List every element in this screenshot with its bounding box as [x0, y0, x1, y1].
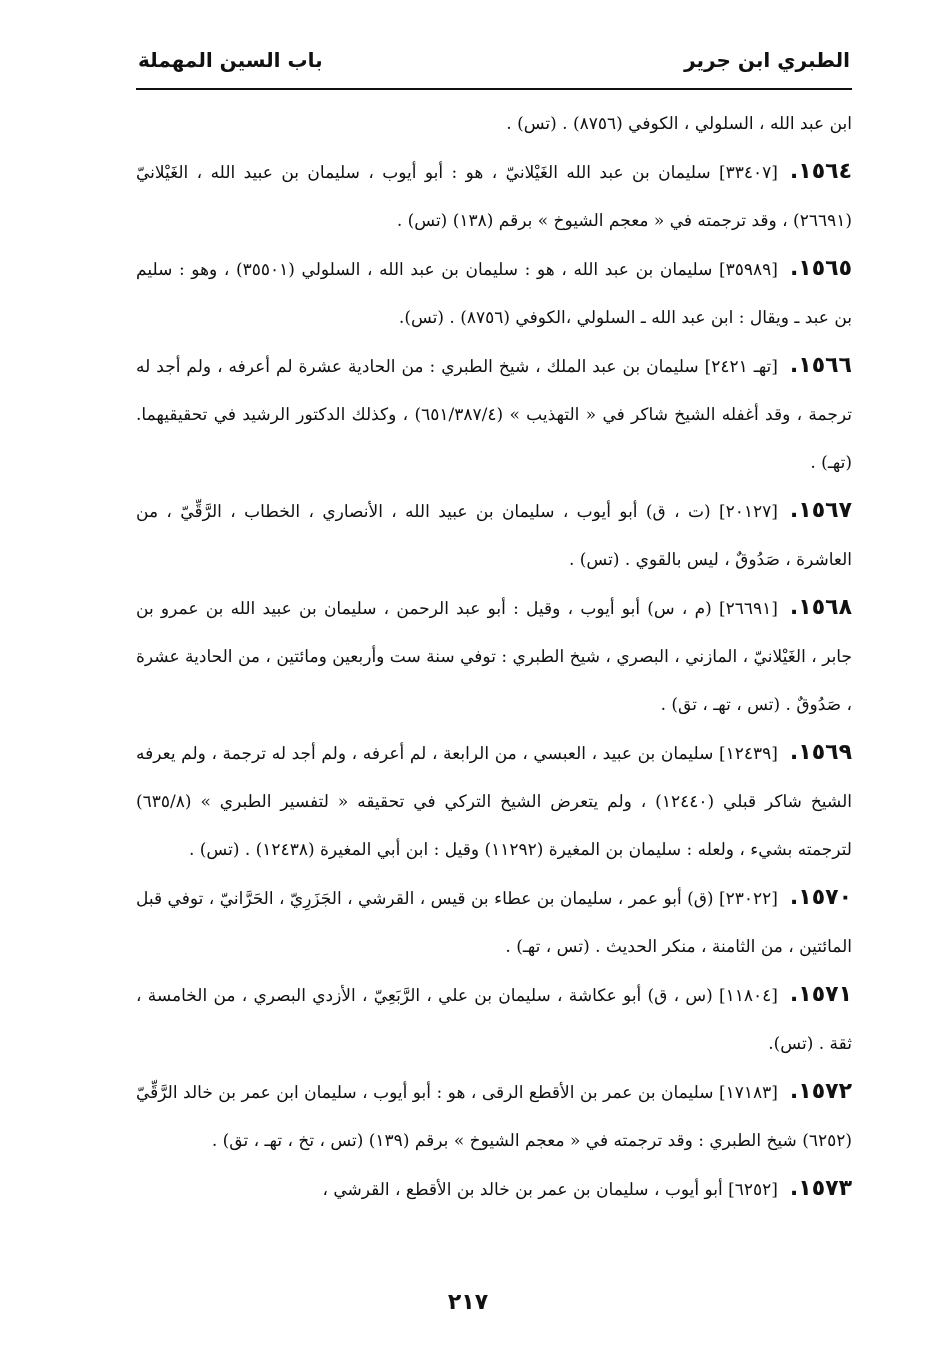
page-body — [136, 100, 852, 1214]
entry-1570 — [136, 874, 852, 971]
entry-number: ١٥٦٨. — [789, 595, 852, 620]
entry-number: ١٥٦٩. — [789, 740, 852, 765]
entry-number: ١٥٧٢. — [789, 1079, 852, 1104]
entry-1565 — [136, 245, 852, 342]
entry-1567 — [136, 487, 852, 584]
entry-text: [٢٣٠٢٢] (ق) أبو عمر ، سليمان بن عطاء بن قيس ، القرشي ، الجَزَرِيّ ، الحَرَّانيّ ، توفي قبل المائتين ، من الثامنة ، منكر الحديث . (تس ، تهـ) . — [136, 889, 852, 957]
entry-1569 — [136, 729, 852, 874]
header-chapter-title: باب السين المهملة — [138, 48, 323, 72]
entry-1568 — [136, 584, 852, 729]
continuation-text: ابن عبد الله ، السلولي ، الكوفي (٨٧٥٦) . (تس) . — [506, 114, 852, 134]
entry-1572 — [136, 1068, 852, 1165]
entry-number: ١٥٦٦. — [789, 353, 852, 378]
entry-1566 — [136, 342, 852, 487]
entry-text: [٣٣٤٠٧] سليمان بن عبد الله الغَيْلانيّ ، هو : أبو أيوب ، سليمان بن عبيد الله ، الغَيْلانيّ (٢٦٦٩١) ، وقد ترجمته في « معجم الشيوخ » برقم (١٣٨) (تس) . — [136, 163, 852, 231]
entry-text: [١٢٤٣٩] سليمان بن عبيد ، العبسي ، من الرابعة ، لم أعرفه ، ولم أجد له ترجمة ، ولم يعرفه الشيخ شاكر قبلي (١٢٤٤٠) ، ولم يتعرض الشيخ التركي في تحقيقه « لتفسير الطبري » (٦٣٥/٨) لترجمته بشيء ، ولعله : سليمان بن المغيرة (١١٢٩٢) وقيل : ابن أبي المغيرة (١٢٤٣٨) . (تس) . — [136, 744, 853, 860]
running-header — [138, 40, 850, 80]
entry-text: [٢٦٦٩١] (م ، س) أبو أيوب ، وقيل : أبو عبد الرحمن ، سليمان بن عبيد الله بن عمرو بن جابر ، الغَيْلانيّ ، المازني ، البصري ، شيخ الطبري : توفي سنة ست وأربعين ومائتين ، من الحادية عشرة ، صَدُوقٌ . (تس ، تهـ ، تق) . — [136, 599, 852, 715]
entry-text: [تهـ ٢٤٢١] سليمان بن عبد الملك ، شيخ الطبري : من الحادية عشرة لم أعرفه ، ولم أجد له ترجمة ، وقد أغفله الشيخ شاكر في « التهذيب » (٦٥١/٣٨٧/٤) ، وكذلك الدكتور الرشيد في تحقيقيهما. (تهـ) . — [136, 357, 852, 473]
entry-number: ١٥٦٧. — [789, 498, 852, 523]
header-book-title: الطبري ابن جرير — [684, 48, 850, 72]
page-number: ٢١٧ — [447, 1290, 489, 1315]
entry-1564 — [136, 148, 852, 245]
entry-text: [١٧١٨٣] سليمان بن عمر بن الأقطع الرقى ، هو : أبو أيوب ، سليمان ابن عمر بن خالد الرَّقِّيّ (٦٢٥٢) شيخ الطبري : وقد ترجمته في « معجم الشيوخ » برقم (١٣٩) (تس ، تخ ، تهـ ، تق) . — [136, 1083, 852, 1151]
entry-text: [٢٠١٢٧] (ت ، ق) أبو أيوب ، سليمان بن عبيد الله ، الأنصاري ، الخطاب ، الرَّقِّيّ ، من العاشرة ، صَدُوقٌ ، ليس بالقوي . (تس) . — [136, 502, 852, 570]
entry-number: ١٥٦٥. — [789, 256, 853, 281]
entry-text: [٣٥٩٨٩] سليمان بن عبد الله ، هو : سليمان بن عبد الله ، السلولي (٣٥٥٠١) ، وهو : سليم بن عبد ـ ويقال : ابن عبد الله ـ السلولي ،الكوفي (٨٧٥٦) . (تس). — [136, 260, 852, 328]
entry-number: ١٥٦٤. — [789, 159, 852, 184]
entry-number: ١٥٧٠. — [789, 885, 852, 910]
entry-number: ١٥٧١. — [789, 982, 852, 1007]
header-rule — [136, 88, 852, 90]
entry-number: ١٥٧٣. — [789, 1176, 852, 1201]
entry-1573 — [136, 1165, 852, 1214]
entry-text: [١١٨٠٤] (س ، ق) أبو عكاشة ، سليمان بن علي ، الرَّبَعِيّ ، الأزدي البصري ، من الخامسة ، ثقة . (تس). — [136, 986, 852, 1054]
entry-1571 — [136, 971, 852, 1068]
entry-text: [٦٢٥٢] أبو أيوب ، سليمان بن عمر بن خالد بن الأقطع ، القرشي ، — [322, 1180, 778, 1200]
